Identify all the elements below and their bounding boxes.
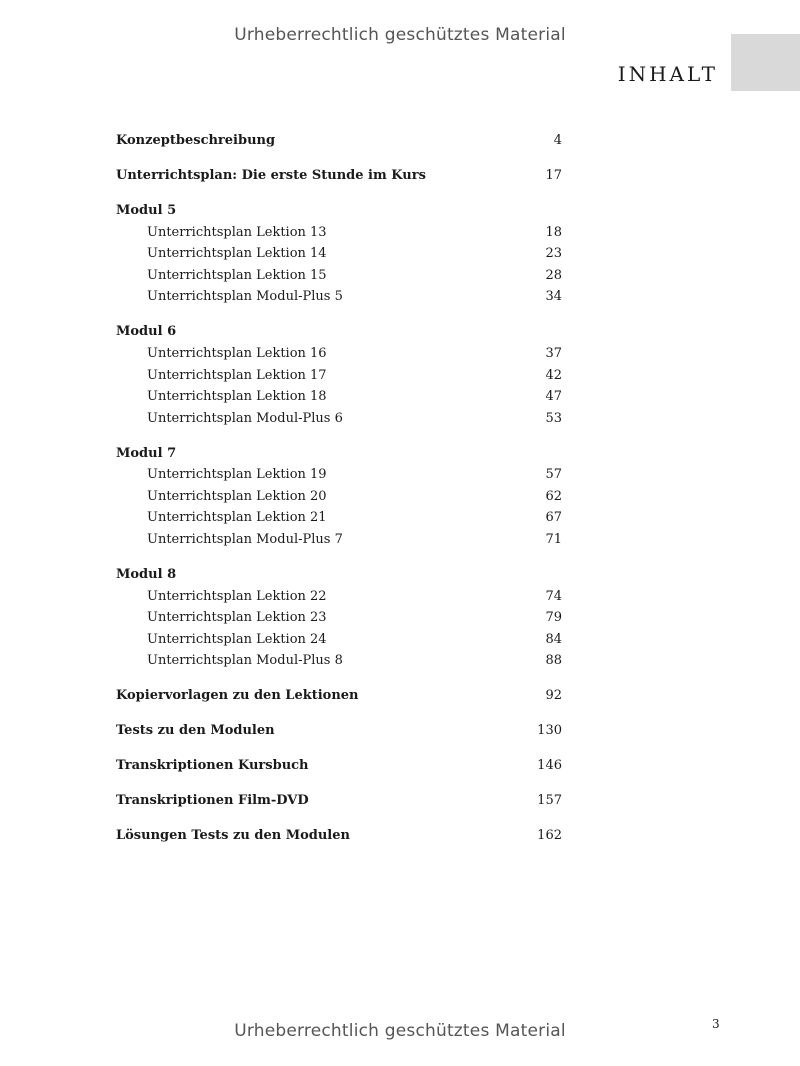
- toc-subentry[interactable]: [116, 629, 562, 651]
- toc-subentry-label: Unterrichtsplan Lektion 23: [147, 610, 327, 626]
- toc-subentry[interactable]: [116, 386, 562, 408]
- toc-subentry-page: 42: [545, 367, 562, 383]
- toc-subentry-label: Unterrichtsplan Modul-Plus 7: [147, 532, 343, 548]
- toc-subentry-page: 37: [545, 345, 562, 361]
- toc-entry-label: Kopiervorlagen zu den Lektionen: [116, 688, 359, 704]
- toc-subentry[interactable]: [116, 464, 562, 486]
- toc-entry-page: 4: [553, 133, 562, 148]
- toc-subentry-page: 28: [545, 267, 562, 283]
- toc-subentry[interactable]: [116, 365, 562, 387]
- toc-module-group: [116, 321, 562, 429]
- toc-entry-label: Lösungen Tests zu den Modulen: [116, 828, 350, 844]
- toc-entry-label: Tests zu den Modulen: [116, 723, 275, 739]
- toc-module-title: Modul 7: [116, 445, 177, 461]
- toc-subentry[interactable]: [116, 408, 562, 430]
- toc-subentry-label: Unterrichtsplan Lektion 14: [147, 246, 327, 262]
- toc-subentry[interactable]: [116, 265, 562, 287]
- toc-entry[interactable]: [116, 790, 562, 812]
- toc-entry-page: 162: [537, 828, 562, 844]
- toc-subentry-label: Unterrichtsplan Lektion 13: [147, 224, 327, 240]
- toc-module-group: [116, 443, 562, 551]
- toc-subentry-label: Unterrichtsplan Lektion 19: [147, 467, 327, 483]
- toc-subentry-label: Unterrichtsplan Lektion 20: [147, 488, 327, 504]
- toc-entry-page: 130: [537, 723, 562, 739]
- toc-entry[interactable]: [116, 755, 562, 777]
- toc-subentry-label: Unterrichtsplan Lektion 24: [147, 631, 327, 647]
- toc-entry-label: Transkriptionen Kursbuch: [116, 758, 309, 774]
- toc-subentry[interactable]: [116, 650, 562, 672]
- toc-subentry-label: Unterrichtsplan Modul-Plus 5: [147, 289, 343, 305]
- toc-entry[interactable]: [116, 165, 562, 187]
- toc-entry[interactable]: [116, 825, 562, 847]
- toc-subentry[interactable]: [116, 486, 562, 508]
- toc-entry-page: 157: [537, 793, 562, 809]
- toc-module-title: Modul 5: [116, 202, 177, 218]
- toc-subentry-page: 18: [545, 224, 562, 240]
- toc-subentry-page: 74: [545, 588, 562, 604]
- toc-subentry[interactable]: [116, 286, 562, 308]
- chapter-tab-marker: [731, 34, 800, 91]
- toc-module-heading: [116, 200, 562, 222]
- toc-subentry-page: 62: [545, 488, 562, 504]
- toc-subentry-page: 84: [545, 631, 562, 647]
- toc-module-group: [116, 564, 562, 672]
- toc-subentry-page: 53: [545, 410, 562, 426]
- table-of-contents: [116, 130, 562, 860]
- toc-entry[interactable]: [116, 685, 562, 707]
- toc-subentry-page: 23: [545, 246, 562, 262]
- page-title: INHALT: [617, 62, 718, 86]
- toc-subentry-page: 79: [545, 610, 562, 626]
- toc-module-group: [116, 200, 562, 308]
- toc-module-heading: [116, 564, 562, 586]
- toc-subentry-page: 57: [545, 467, 562, 483]
- watermark-top: Urheberrechtlich geschütztes Material: [234, 25, 566, 45]
- toc-subentry[interactable]: [116, 529, 562, 551]
- toc-subentry-page: 71: [545, 532, 562, 548]
- toc-subentry-page: 34: [545, 289, 562, 305]
- toc-subentry-label: Unterrichtsplan Lektion 15: [147, 267, 327, 283]
- toc-subentry-label: Unterrichtsplan Modul-Plus 8: [147, 653, 343, 669]
- toc-entry-label: Konzeptbeschreibung: [116, 133, 276, 148]
- toc-module-heading: [116, 321, 562, 343]
- toc-subentry[interactable]: [116, 243, 562, 265]
- toc-subentry[interactable]: [116, 607, 562, 629]
- toc-subentry[interactable]: [116, 507, 562, 529]
- page-number: 3: [712, 1017, 720, 1031]
- watermark-bottom: Urheberrechtlich geschütztes Material: [234, 1021, 566, 1041]
- toc-subentry-page: 47: [545, 389, 562, 405]
- toc-subentry-label: Unterrichtsplan Lektion 22: [147, 588, 327, 604]
- toc-subentry[interactable]: [116, 586, 562, 608]
- toc-subentry-label: Unterrichtsplan Lektion 16: [147, 345, 327, 361]
- toc-module-title: Modul 8: [116, 567, 177, 583]
- toc-subentry[interactable]: [116, 343, 562, 365]
- toc-subentry-page: 67: [545, 510, 562, 526]
- toc-subentry-label: Unterrichtsplan Modul-Plus 6: [147, 410, 343, 426]
- toc-module-heading: [116, 443, 562, 465]
- toc-subentry-label: Unterrichtsplan Lektion 17: [147, 367, 327, 383]
- toc-module-title: Modul 6: [116, 324, 177, 340]
- toc-entry-page: 17: [545, 167, 562, 183]
- toc-entry[interactable]: [116, 130, 562, 152]
- toc-subentry[interactable]: [116, 222, 562, 244]
- toc-entry-page: 92: [545, 688, 562, 704]
- toc-entry-label: Transkriptionen Film-DVD: [116, 793, 309, 809]
- toc-entry[interactable]: [116, 720, 562, 742]
- toc-subentry-label: Unterrichtsplan Lektion 21: [147, 510, 327, 526]
- toc-subentry-page: 88: [545, 653, 562, 669]
- toc-subentry-label: Unterrichtsplan Lektion 18: [147, 389, 327, 405]
- toc-entry-page: 146: [537, 758, 562, 774]
- toc-entry-label: Unterrichtsplan: Die erste Stunde im Kurs: [116, 167, 426, 183]
